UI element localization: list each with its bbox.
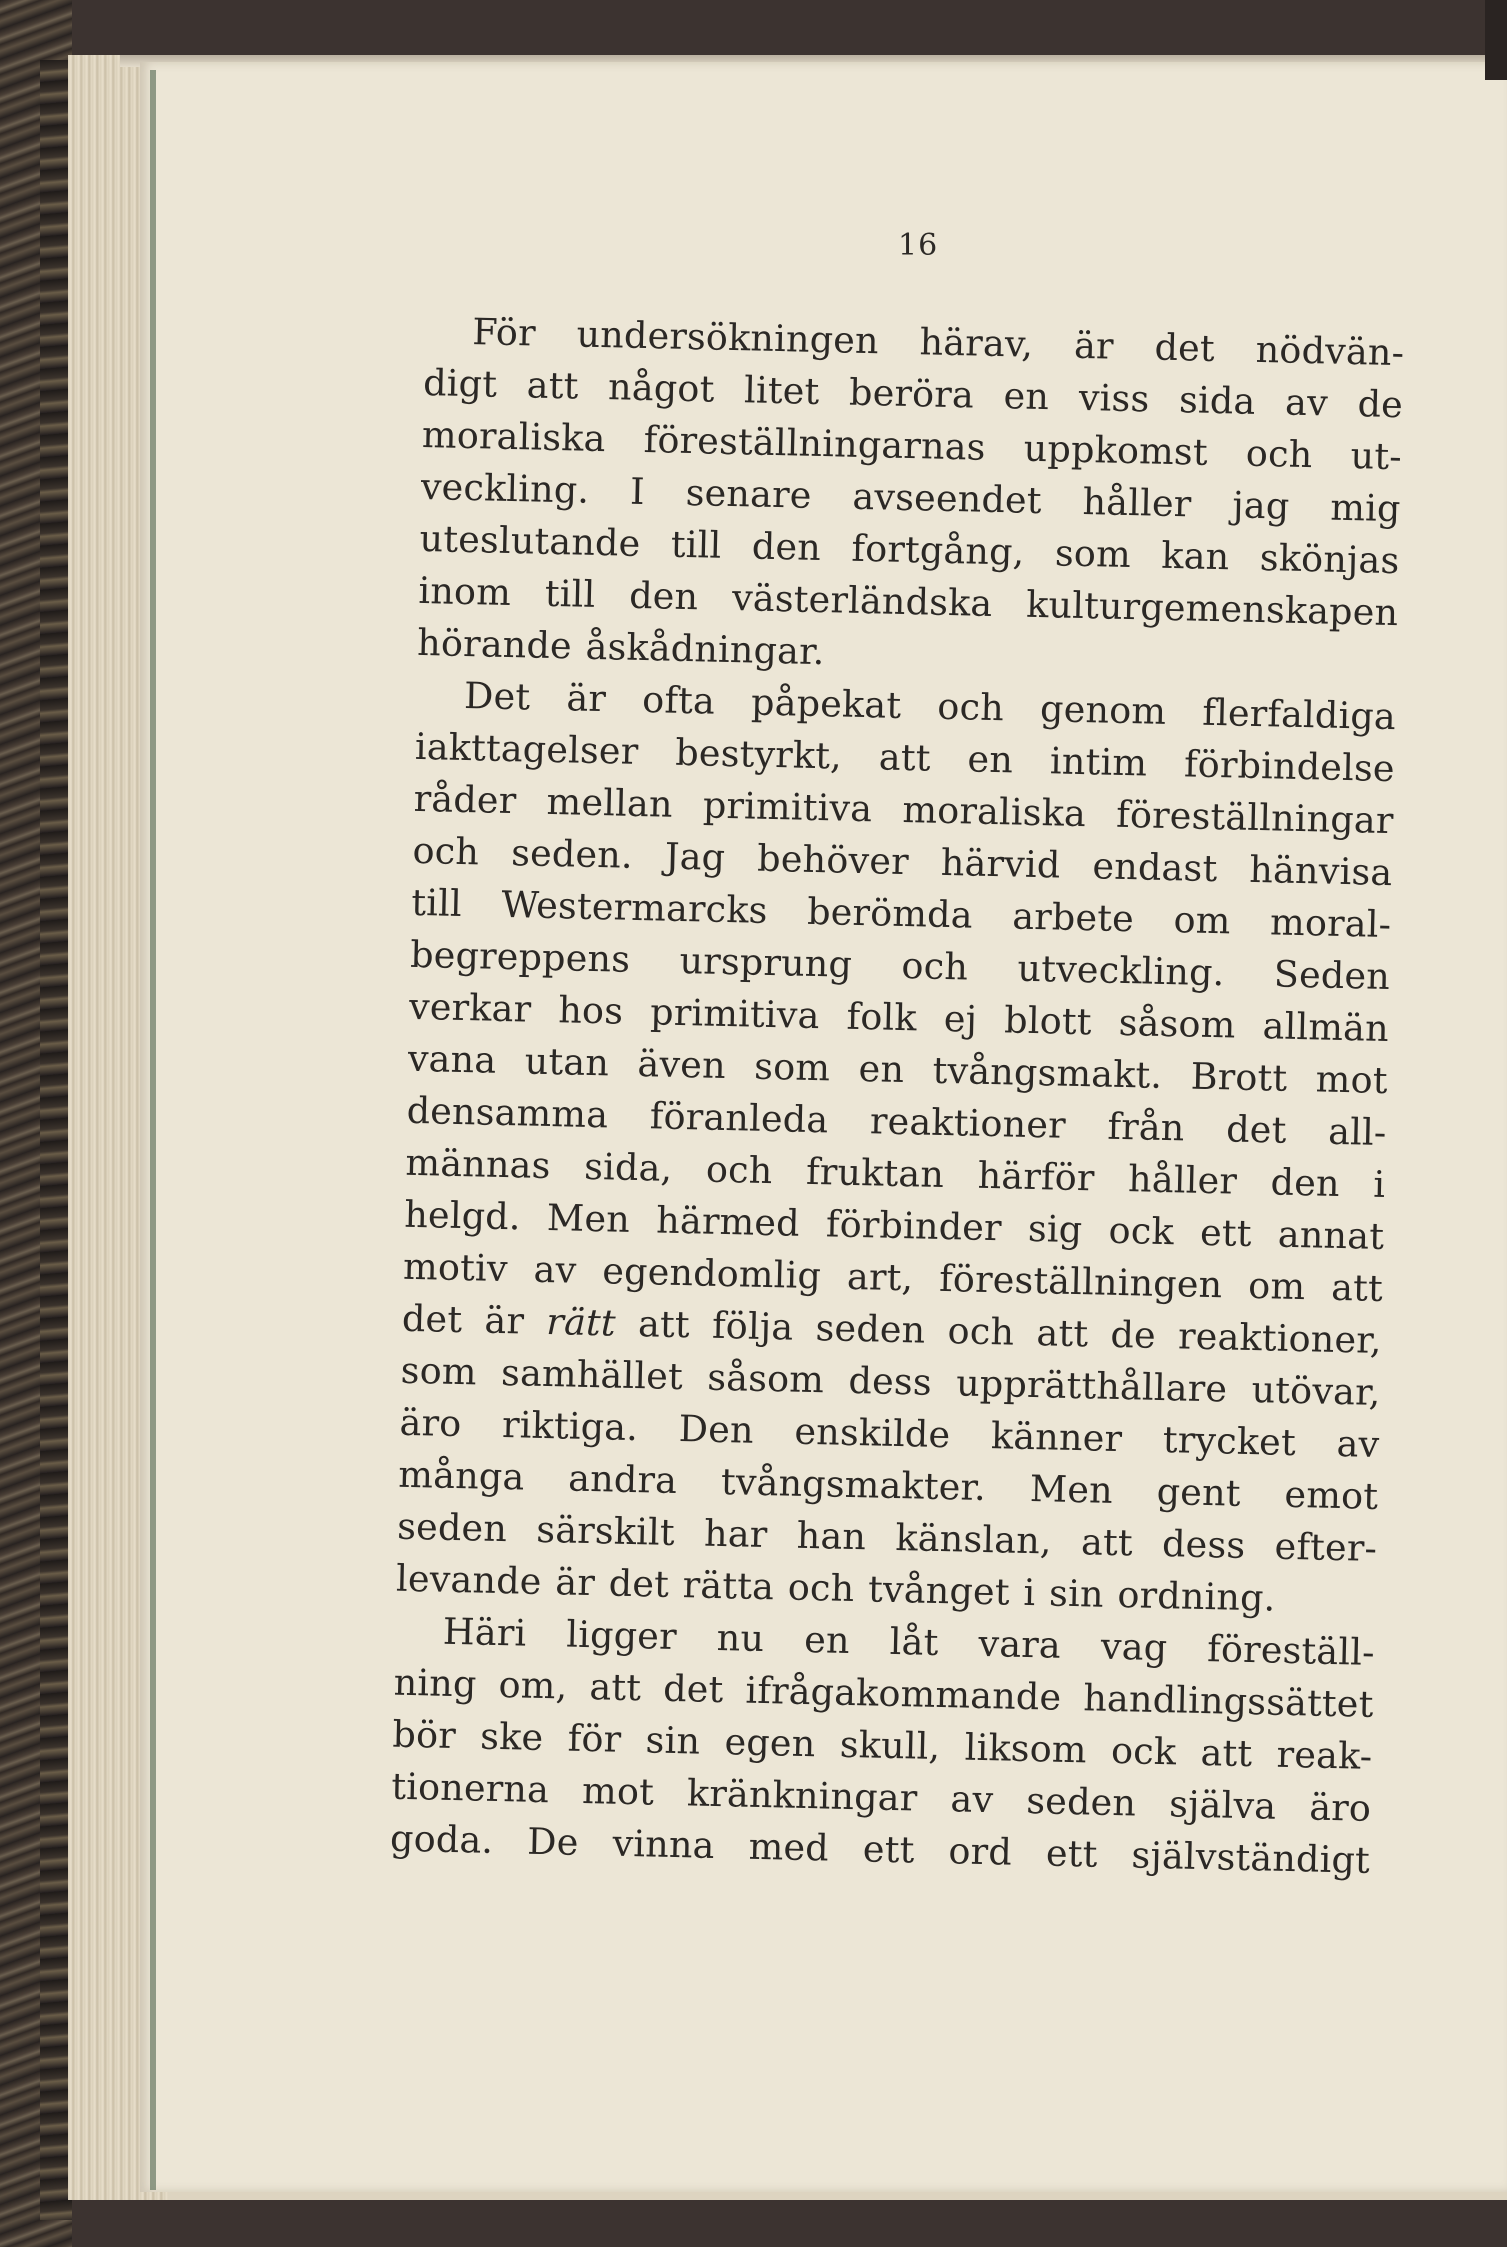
text-line: många andra tvångsmakter. Men gent emot bbox=[397, 1452, 1379, 1518]
text-line: veckling. I senare avseendet håller jag mig bbox=[420, 464, 1402, 531]
text-line: inom till den västerländska kulturgemenskapen bbox=[418, 568, 1399, 635]
text-line: moraliska föreställningarnas uppkomst och ut- bbox=[421, 412, 1403, 479]
text-line: som samhället såsom dess upprätthållare utövar, bbox=[400, 1348, 1382, 1414]
page-number: 16 bbox=[898, 228, 939, 263]
text-line: seden särskilt har han känslan, att dess efter- bbox=[396, 1504, 1378, 1570]
text-line: verkar hos primitiva folk ej blott såsom allmän bbox=[408, 984, 1390, 1051]
background-corner bbox=[1485, 0, 1507, 80]
text-line: råder mellan primitiva moraliska föreställningar bbox=[413, 776, 1395, 843]
text-line: Häri ligger nu en låt vara vag föreställ- bbox=[442, 1609, 1376, 1674]
emphasis: rätt bbox=[545, 1300, 617, 1345]
text-line: motiv av egendomlig art, föreställningen om att bbox=[402, 1244, 1384, 1310]
text-line: digt att något litet beröra en viss sida av de bbox=[422, 360, 1404, 427]
body-text bbox=[390, 305, 1405, 1887]
text-line: hörande åskådningar. bbox=[416, 620, 826, 674]
text-line: tionerna mot kränkningar av seden själva äro bbox=[390, 1764, 1372, 1830]
text-line: helgd. Men härmed förbinder sig ock ett annat bbox=[403, 1192, 1385, 1258]
text-line: det är rätt att följa seden och att de reaktioner, bbox=[401, 1296, 1383, 1362]
text-line: vana utan även som en tvångsmakt. Brott mot bbox=[407, 1036, 1389, 1103]
text-line: äro riktiga. Den enskilde känner trycket av bbox=[399, 1400, 1380, 1466]
text-line: männas sida, och fruktan härför håller den i bbox=[405, 1140, 1386, 1207]
text-line: För undersökningen härav, är det nödvän- bbox=[471, 310, 1405, 375]
text-line: Det är ofta påpekat och genom flerfaldiga bbox=[463, 673, 1397, 739]
text-line: och seden. Jag behöver härvid endast hänvisa bbox=[412, 828, 1393, 895]
text-line: iakttagelser bestyrkt, att en intim förbindelse bbox=[414, 724, 1396, 791]
text-line: bör ske för sin egen skull, liksom ock att reak- bbox=[392, 1712, 1373, 1778]
text-line: uteslutande till den fortgång, som kan skönjas bbox=[419, 516, 1400, 583]
gutter-line bbox=[150, 70, 156, 2190]
text-line: levande är det rätta och tvånget i sin ordning. bbox=[395, 1556, 1277, 1620]
text-line: begreppens ursprung och utveckling. Seden bbox=[409, 932, 1391, 999]
text-line: densamma föranleda reaktioner från det all- bbox=[406, 1088, 1387, 1155]
text-line: till Westermarcks berömda arbete om moral- bbox=[410, 880, 1392, 947]
text-line: goda. De vinna med ett ord ett självständigt bbox=[389, 1816, 1371, 1882]
text-line: ning om, att det ifrågakommande handlingssättet bbox=[393, 1660, 1374, 1726]
